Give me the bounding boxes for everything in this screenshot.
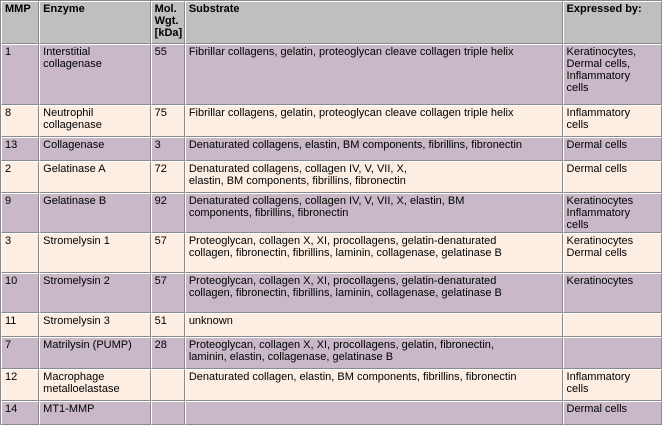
header-mmp: MMP (1, 1, 39, 44)
header-mol-wgt (151, 1, 185, 44)
cell-expressed-by-line: Inflammatory (566, 107, 631, 119)
cell-mol-wgt: 28 (151, 337, 185, 369)
cell-substrate (185, 337, 563, 369)
cell-substrate-line: Denaturated collagens, collagen IV, V, VII, X, elastin, BM (188, 195, 465, 207)
cell-mmp: 8 (1, 105, 39, 137)
cell-substrate-line: Proteoglycan, collagen X, XI, procollagens, gelatin-denaturated (188, 275, 497, 287)
cell-enzyme-line: metalloelastase (43, 383, 120, 395)
table-row (1, 273, 662, 313)
table-row (1, 401, 662, 425)
cell-substrate (185, 401, 563, 425)
cell-expressed-by-line: Dermal cells, (566, 58, 631, 70)
cell-enzyme-line: Gelatinase B (43, 195, 107, 207)
cell-substrate-line: Proteoglycan, collagen X, XI, procollagens, gelatin, fibronectin, (188, 339, 494, 351)
cell-substrate-line: collagen, fibronectin, fibrillins, laminin, collagenase, gelatinase B (188, 287, 502, 299)
cell-enzyme (39, 193, 151, 233)
cell-substrate (185, 105, 563, 137)
cell-mmp: 14 (1, 401, 39, 425)
cell-mmp: 1 (1, 44, 39, 105)
cell-enzyme (39, 105, 151, 137)
table-row (1, 105, 662, 137)
cell-mmp: 2 (1, 161, 39, 193)
cell-expressed-by (563, 105, 662, 137)
cell-enzyme (39, 369, 151, 401)
cell-expressed-by-line: Dermal cells (566, 139, 628, 151)
cell-enzyme-line: collagenase (43, 119, 102, 131)
cell-mol-wgt: 72 (151, 161, 185, 193)
cell-enzyme-line: Gelatinase A (43, 163, 106, 175)
cell-expressed-by-line: Inflammatory (566, 207, 631, 219)
cell-substrate-line: Fibrillar collagens, gelatin, proteoglycan cleave collagen triple helix (188, 107, 514, 119)
cell-enzyme-line: Matrilysin (PUMP) (43, 339, 132, 351)
cell-substrate (185, 313, 563, 337)
cell-mmp: 10 (1, 273, 39, 313)
table-row (1, 313, 662, 337)
cell-enzyme-line: Collagenase (43, 139, 105, 151)
cell-mol-wgt: 55 (151, 44, 185, 105)
cell-substrate-line: elastin, BM components, fibrillins, fibronectin (188, 175, 406, 187)
header-substrate: Substrate (185, 1, 563, 44)
cell-expressed-by-line: Inflammatory (566, 70, 631, 82)
cell-enzyme-line: Stromelysin 1 (43, 235, 110, 247)
cell-substrate-line: unknown (188, 315, 233, 327)
cell-mmp: 3 (1, 233, 39, 273)
cell-substrate (185, 233, 563, 273)
cell-mol-wgt: 75 (151, 105, 185, 137)
cell-expressed-by (563, 337, 662, 369)
cell-mol-wgt: 3 (151, 137, 185, 161)
cell-expressed-by (563, 369, 662, 401)
cell-mol-wgt: 92 (151, 193, 185, 233)
cell-substrate (185, 193, 563, 233)
cell-mol-wgt (151, 401, 185, 425)
cell-substrate-line: Denaturated collagen, elastin, BM components, fibrillins, fibronectin (188, 371, 517, 383)
cell-expressed-by (563, 137, 662, 161)
cell-enzyme-line: Macrophage (43, 371, 105, 383)
cell-substrate-line: Denaturated collagens, elastin, BM components, fibrillins, fibronectin (188, 139, 523, 151)
cell-substrate-line: collagen, fibronectin, fibrillins, laminin, collagenase, gelatinase B (188, 247, 502, 259)
cell-substrate-line: laminin, elastin, collagenase, gelatinase B (188, 351, 394, 363)
cell-substrate (185, 137, 563, 161)
cell-expressed-by-line: cells (566, 383, 589, 395)
cell-expressed-by-line: cells (566, 219, 589, 231)
cell-enzyme (39, 137, 151, 161)
cell-expressed-by (563, 44, 662, 105)
header-enzyme: Enzyme (39, 1, 151, 44)
cell-expressed-by-line: Inflammatory (566, 371, 631, 383)
header-row (1, 1, 662, 44)
table-row (1, 233, 662, 273)
cell-enzyme (39, 313, 151, 337)
cell-mmp: 12 (1, 369, 39, 401)
cell-expressed-by-line: Keratinocytes, (566, 46, 637, 58)
table-row (1, 369, 662, 401)
header-mol-wgt-line: Wgt. (154, 15, 179, 27)
cell-enzyme-line: Stromelysin 3 (43, 315, 110, 327)
cell-mol-wgt: 57 (151, 233, 185, 273)
cell-expressed-by-line: cells (566, 119, 589, 131)
cell-mmp: 11 (1, 313, 39, 337)
cell-expressed-by-line: Dermal cells (566, 163, 628, 175)
cell-expressed-by (563, 313, 662, 337)
header-mol-wgt-line: Mol. (154, 3, 177, 15)
cell-expressed-by (563, 193, 662, 233)
table-body (1, 44, 662, 425)
cell-substrate (185, 161, 563, 193)
cell-expressed-by-line: Dermal cells (566, 403, 628, 415)
table-row (1, 44, 662, 105)
cell-mol-wgt (151, 369, 185, 401)
cell-enzyme-line: MT1-MMP (43, 403, 95, 415)
cell-expressed-by (563, 233, 662, 273)
cell-mol-wgt: 51 (151, 313, 185, 337)
cell-expressed-by (563, 401, 662, 425)
table-row (1, 337, 662, 369)
cell-expressed-by-line: Keratinocytes (566, 195, 634, 207)
cell-substrate-line: components, fibrillins, fibronectin (188, 207, 349, 219)
cell-expressed-by-line: Keratinocytes (566, 235, 634, 247)
cell-enzyme-line: Stromelysin 2 (43, 275, 110, 287)
cell-mol-wgt: 57 (151, 273, 185, 313)
table-row (1, 137, 662, 161)
cell-expressed-by-line: Dermal cells (566, 247, 628, 259)
cell-expressed-by-line: Keratinocytes (566, 275, 634, 287)
cell-mmp: 13 (1, 137, 39, 161)
cell-mmp: 9 (1, 193, 39, 233)
cell-substrate-line: Denaturated collagens, collagen IV, V, VII, X, (188, 163, 407, 175)
cell-enzyme-line: Interstitial (43, 46, 91, 58)
table-row (1, 161, 662, 193)
table-row (1, 193, 662, 233)
cell-enzyme (39, 44, 151, 105)
cell-expressed-by (563, 161, 662, 193)
cell-enzyme (39, 233, 151, 273)
cell-enzyme (39, 273, 151, 313)
cell-substrate (185, 44, 563, 105)
cell-expressed-by (563, 273, 662, 313)
header-mol-wgt-line: [kDa] (154, 27, 183, 39)
cell-enzyme (39, 161, 151, 193)
cell-mmp: 7 (1, 337, 39, 369)
cell-substrate (185, 273, 563, 313)
cell-enzyme-line: collagenase (43, 58, 102, 70)
cell-substrate (185, 369, 563, 401)
cell-substrate-line: Proteoglycan, collagen X, XI, procollagens, gelatin-denaturated (188, 235, 497, 247)
cell-substrate-line: Fibrillar collagens, gelatin, proteoglycan cleave collagen triple helix (188, 46, 514, 58)
cell-enzyme-line: Neutrophil (43, 107, 94, 119)
cell-expressed-by-line: cells (566, 82, 589, 94)
cell-enzyme (39, 337, 151, 369)
header-expressed-by: Expressed by: (563, 1, 662, 44)
cell-enzyme (39, 401, 151, 425)
